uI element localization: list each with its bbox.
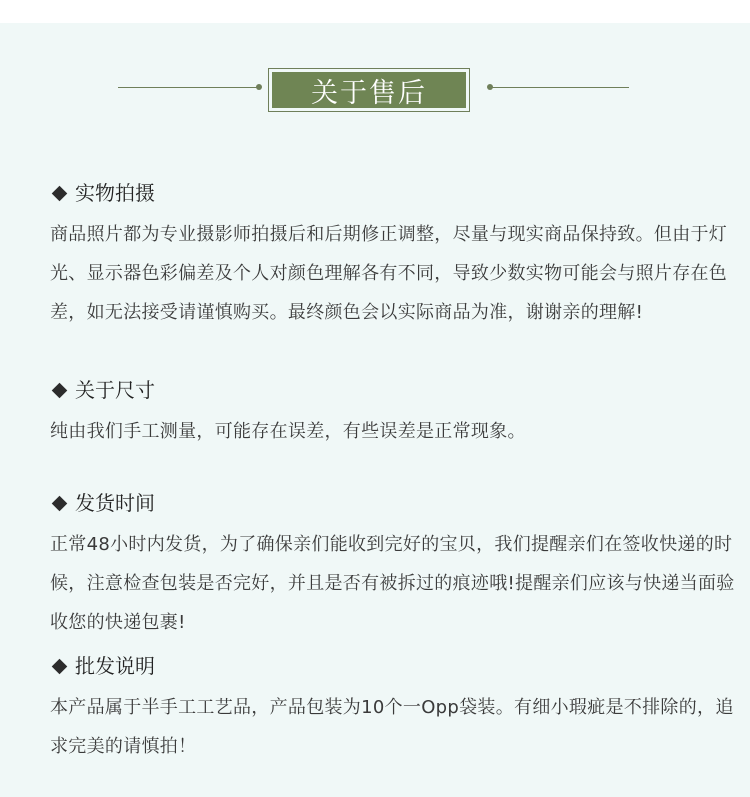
page-title: 关于售后 (272, 72, 466, 108)
title-divider-left (118, 87, 258, 88)
dot-icon (256, 84, 262, 90)
title-box (268, 68, 470, 112)
section-body: 纯由我们手工测量，可能存在误差，有些误差是正常现象。 (50, 421, 526, 442)
section-body: 商品照片都为专业摄影师拍摄后和后期修正调整，尽量与现实商品保持致。但由于灯光、显示器色彩偏差及个人对颜色理解各有不同，导致少数实物可能会与照片存在色差，如无法接受请谨慎购买。最终颜色会以实际商品为准，谢谢亲的理解! (50, 224, 728, 323)
diamond-icon (52, 658, 68, 674)
section-heading (50, 181, 740, 205)
section-body: 本产品属于半手工工艺品，产品包装为10个一Opp袋装。有细小瑕疵是不排除的，追求完美的请慎拍！ (50, 697, 734, 757)
heading-label: 批发说明 (75, 654, 155, 678)
title-divider-right (489, 87, 629, 88)
heading-label: 实物拍摄 (75, 181, 155, 205)
heading-label: 发货时间 (75, 491, 155, 515)
section-heading (50, 654, 740, 678)
section-size (50, 378, 740, 451)
section-photo (50, 181, 740, 332)
diamond-icon (52, 185, 68, 201)
section-wholesale (50, 654, 740, 766)
section-heading (50, 491, 740, 515)
diamond-icon (52, 495, 68, 511)
section-title-banner (0, 68, 750, 112)
diamond-icon (52, 382, 68, 398)
section-shipping (50, 491, 740, 642)
section-body: 正常48小时内发货，为了确保亲们能收到完好的宝贝，我们提醒亲们在签收快递的时候，注意检查包装是否完好，并且是否有被拆过的痕迹哦!提醒亲们应该与快递当面验收您的快递包裹! (50, 534, 735, 633)
heading-label: 关于尺寸 (75, 378, 155, 402)
section-heading (50, 378, 740, 402)
